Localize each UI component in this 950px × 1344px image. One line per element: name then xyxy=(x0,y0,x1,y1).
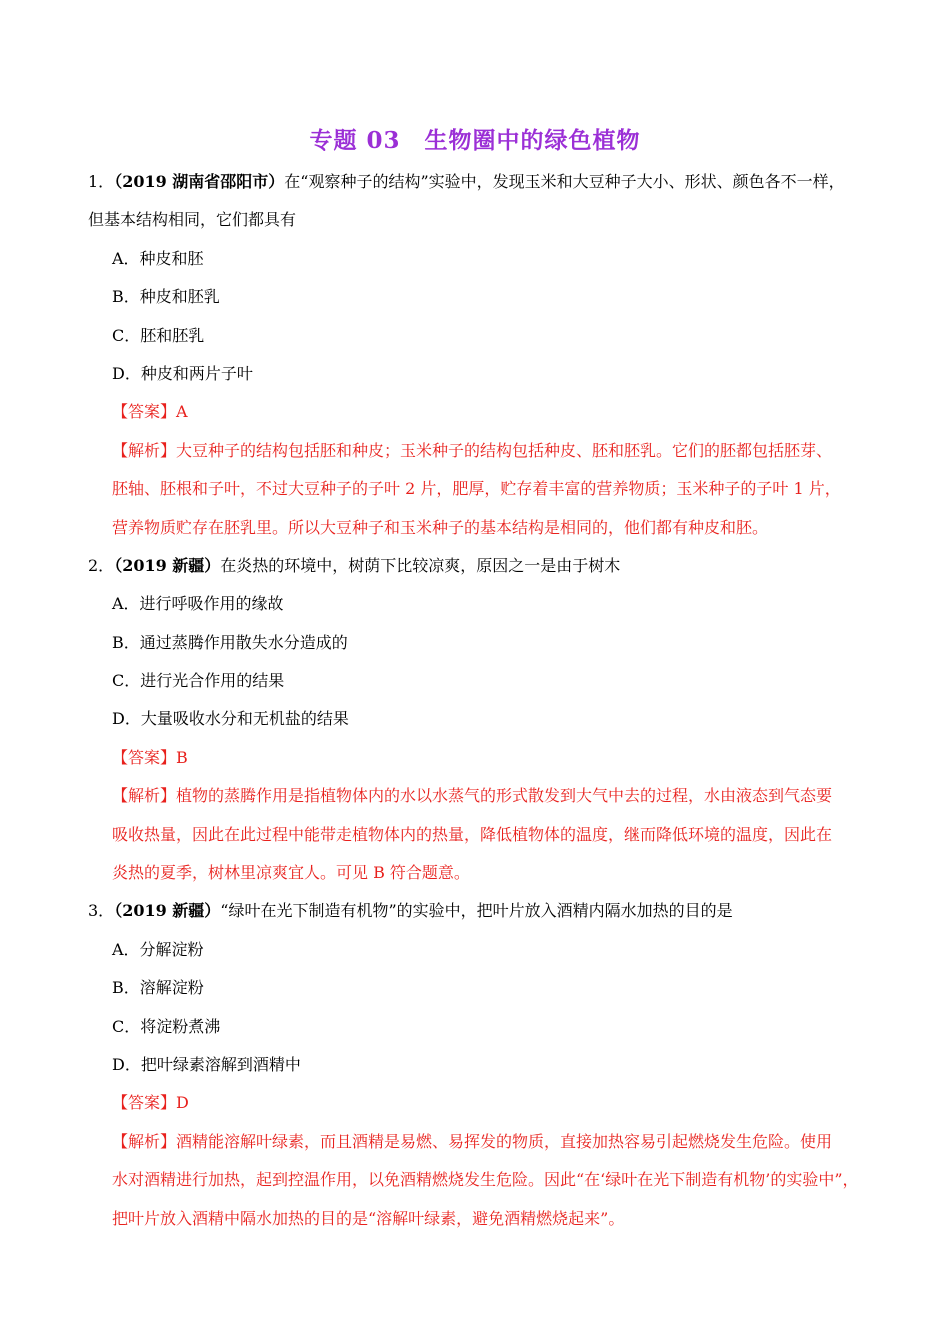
question-source: （2019 湖南省邵阳市） xyxy=(114,172,285,191)
question-1-explanation-line-3: 营养物质贮存在胚乳里。所以大豆种子和玉米种子的基本结构是相同的，他们都有种皮和胚。 xyxy=(112,518,769,537)
explanation-line: 大豆种子的结构包括胚和种皮；玉米种子的结构包括种皮、胚和胚乳。它们的胚都包括胚芽、 xyxy=(176,441,833,460)
question-2-answer xyxy=(112,748,188,768)
explanation-tag: 【解析】 xyxy=(112,1132,177,1151)
question-3-option-d: D．把叶绿素溶解到酒精中 xyxy=(112,1055,301,1074)
question-1-answer xyxy=(112,402,188,422)
explanation-line: 植物的蒸腾作用是指植物体内的水以水蒸气的形式散发到大气中去的过程，水由液态到气态要 xyxy=(176,786,833,805)
question-number: 3． xyxy=(88,901,115,920)
answer-value: D xyxy=(176,1093,189,1112)
question-2-stem xyxy=(88,556,620,576)
question-2-explanation xyxy=(112,786,832,806)
question-text: 在“观察种子的结构”实验中，发现玉米和大豆种子大小、形状、颜色各不一样， xyxy=(284,172,845,191)
question-1-explanation xyxy=(112,441,832,461)
answer-tag: 【答案】 xyxy=(112,748,177,767)
question-3-option-b: B．溶解淀粉 xyxy=(112,978,204,997)
page-title: 专题 03 生物圈中的绿色植物 xyxy=(309,127,641,154)
question-3-answer xyxy=(112,1093,189,1113)
question-text: 在炎热的环境中，树荫下比较凉爽，原因之一是由于树木 xyxy=(220,556,621,575)
question-3-explanation-line-2: 水对酒精进行加热，起到控温作用，以免酒精燃烧发生危险。因此“在‘绿叶在光下制造有机物’的实验中”， xyxy=(112,1170,859,1189)
question-2-explanation-line-2: 吸收热量，因此在此过程中能带走植物体内的热量，降低植物体的温度，继而降低环境的温度，因此在 xyxy=(112,825,833,844)
question-source: （2019 新疆） xyxy=(114,901,221,920)
explanation-line: 酒精能溶解叶绿素，而且酒精是易燃、易挥发的物质，直接加热容易引起燃烧发生危险。使用 xyxy=(176,1132,833,1151)
question-1-stem xyxy=(88,172,845,192)
answer-value: B xyxy=(176,748,188,767)
answer-tag: 【答案】 xyxy=(112,402,177,421)
question-number: 1． xyxy=(88,172,115,191)
question-1-stem-cont: 但基本结构相同，它们都具有 xyxy=(88,210,297,229)
question-3-stem xyxy=(88,901,733,921)
question-1-option-a: A．种皮和胚 xyxy=(112,249,204,268)
question-1-option-d: D．种皮和两片子叶 xyxy=(112,364,253,383)
question-1-explanation-line-2: 胚轴、胚根和子叶，不过大豆种子的子叶 2 片，肥厚，贮存着丰富的营养物质；玉米种子的子叶 1 片， xyxy=(112,479,841,498)
explanation-tag: 【解析】 xyxy=(112,786,177,805)
question-1-option-c: C．胚和胚乳 xyxy=(112,326,205,345)
question-2-option-c: C．进行光合作用的结果 xyxy=(112,671,285,690)
question-number: 2． xyxy=(88,556,115,575)
question-3-option-a: A．分解淀粉 xyxy=(112,940,204,959)
question-3-explanation xyxy=(112,1132,832,1152)
question-source: （2019 新疆） xyxy=(114,556,221,575)
question-3-explanation-line-3: 把叶片放入酒精中隔水加热的目的是“溶解叶绿素，避免酒精燃烧起来”。 xyxy=(112,1209,625,1228)
answer-tag: 【答案】 xyxy=(112,1093,177,1112)
explanation-tag: 【解析】 xyxy=(112,441,177,460)
question-3-option-c: C．将淀粉煮沸 xyxy=(112,1017,221,1036)
question-2-option-b: B．通过蒸腾作用散失水分造成的 xyxy=(112,633,348,652)
question-2-option-a: A．进行呼吸作用的缘故 xyxy=(112,594,284,613)
question-1-option-b: B．种皮和胚乳 xyxy=(112,287,220,306)
question-text: “绿叶在光下制造有机物”的实验中，把叶片放入酒精内隔水加热的目的是 xyxy=(220,901,733,920)
question-2-option-d: D．大量吸收水分和无机盐的结果 xyxy=(112,709,349,728)
question-2-explanation-line-3: 炎热的夏季，树林里凉爽宜人。可见 B 符合题意。 xyxy=(112,863,470,882)
answer-value: A xyxy=(176,402,188,421)
